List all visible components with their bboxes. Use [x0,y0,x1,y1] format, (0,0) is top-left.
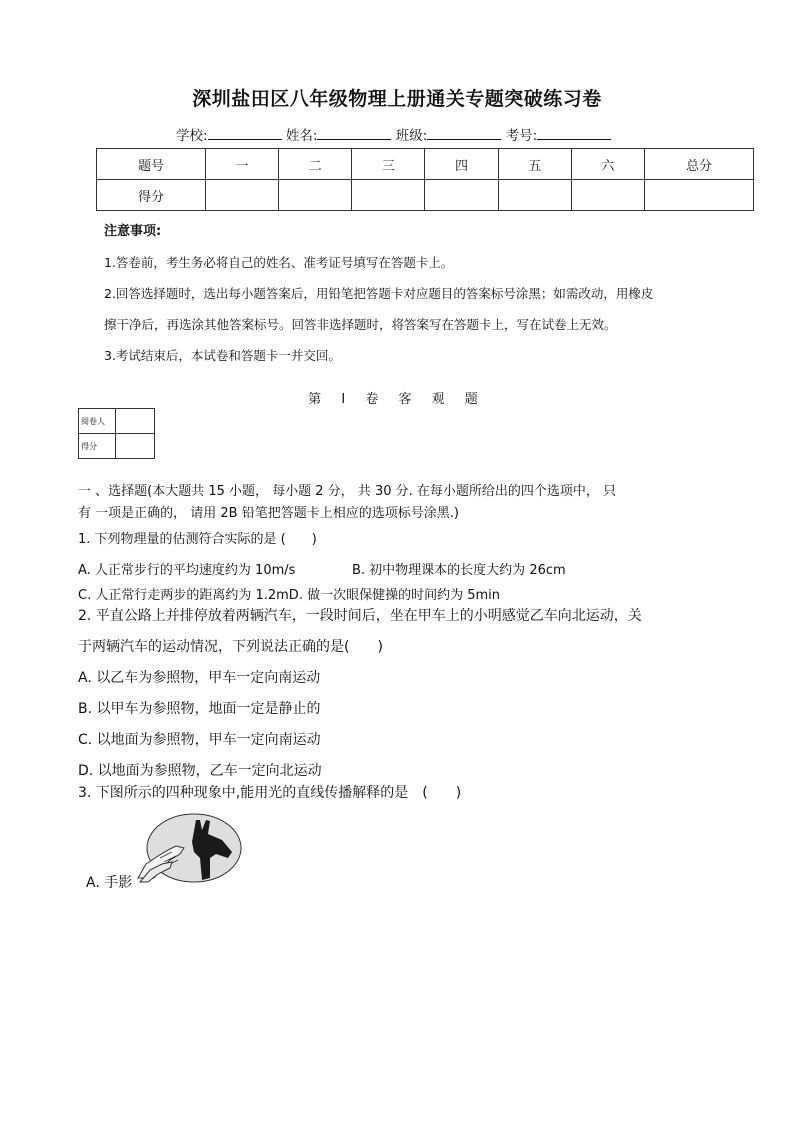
score-header-cell: 六 [571,149,644,180]
page-title: 深圳盐田区八年级物理上册通关专题突破练习卷 [192,88,602,110]
score-cell [279,180,352,211]
score-cell [571,180,644,211]
part1-instructions-line2: 有 一项是正确的， 请用 2B 铅笔把答题卡上相应的选项标号涂黑.) [78,506,459,521]
q1-option-c-d: C. 人正常行走两步的距离约为 1.2mD. 做一次眼保健操的时间约为 5min [78,588,501,603]
score-header-cell: 题号 [97,149,206,180]
reviewer-label: 阅卷人 [79,409,116,434]
class-blank [427,125,501,140]
id-label: 考号: [505,128,538,144]
q1-stem: 1. 下列物理量的估测符合实际的是 ( ) [78,532,317,547]
q2-option-d: D. 以地面为参照物，乙车一定向北运动 [78,763,322,779]
score-cell [645,180,754,211]
q2-stem-line1: 2. 平直公路上并排停放着两辆汽车，一段时间后，坐在甲车上的小明感觉乙车向北运动，关 [78,608,642,624]
q1-option-a: A. 人正常步行的平均速度约为 10m/s [78,563,296,578]
section-title: 第 I 卷 客 观 题 [308,392,486,407]
score-header-cell: 四 [425,149,498,180]
q2-option-a: A. 以乙车为参照物，甲车一定向南运动 [78,670,321,686]
student-info-line [176,124,611,144]
school-label: 学校: [176,128,208,144]
score-header-cell: 三 [352,149,425,180]
part1-instructions-line1: 一 、选择题(本大题共 15 小题， 每小题 2 分， 共 30 分. 在每小题所给出的四个选项中， 只 [78,484,617,499]
score-header-cell: 五 [498,149,571,180]
q2-stem-line2: 于两辆汽车的运动情况，下列说法正确的是( ) [78,639,383,655]
q3-stem: 3. 下图所示的四种现象中,能用光的直线传播解释的是 ( ) [78,785,462,801]
score-header-cell: 一 [206,149,279,180]
notice-item: 2.回答选择题时，选出每小题答案后，用铅笔把答题卡对应题目的答案标号涂黑；如需改动，用橡皮 [104,286,654,301]
notice-heading: 注意事项: [104,224,162,239]
score-cell [352,180,425,211]
q2-option-b: B. 以甲车为参照物，地面一定是静止的 [78,701,321,717]
id-blank [537,125,611,140]
school-blank [208,125,282,140]
score-header-cell: 二 [279,149,352,180]
score-row-label: 得分 [97,180,206,211]
hand-shadow-illustration [136,812,242,884]
score-table-header [97,149,754,180]
score-cell [206,180,279,211]
score-table [96,148,754,211]
notice-item: 擦干净后，再选涂其他答案标号。回答非选择题时，将答案写在答题卡上，写在试卷上无效。 [104,317,617,332]
class-label: 班级: [395,128,428,144]
score-header-cell: 总分 [645,149,754,180]
name-label: 姓名: [285,128,318,144]
q1-option-b: B. 初中物理课本的长度大约为 26cm [352,563,566,578]
name-blank [317,125,391,140]
reviewer-score-label: 得分 [79,434,116,459]
notice-item: 1.答卷前，考生务必将自己的姓名、准考证号填写在答题卡上。 [104,255,454,270]
q2-option-c: C. 以地面为参照物，甲车一定向南运动 [78,732,321,748]
reviewer-cell [116,409,155,434]
score-cell [425,180,498,211]
score-table-row [97,180,754,211]
notice-item: 3.考试结束后，本试卷和答题卡一并交回。 [104,348,341,363]
reviewer-table [78,408,155,459]
score-cell [498,180,571,211]
q3-option-a: A. 手影 [86,875,133,891]
reviewer-score-cell [116,434,155,459]
